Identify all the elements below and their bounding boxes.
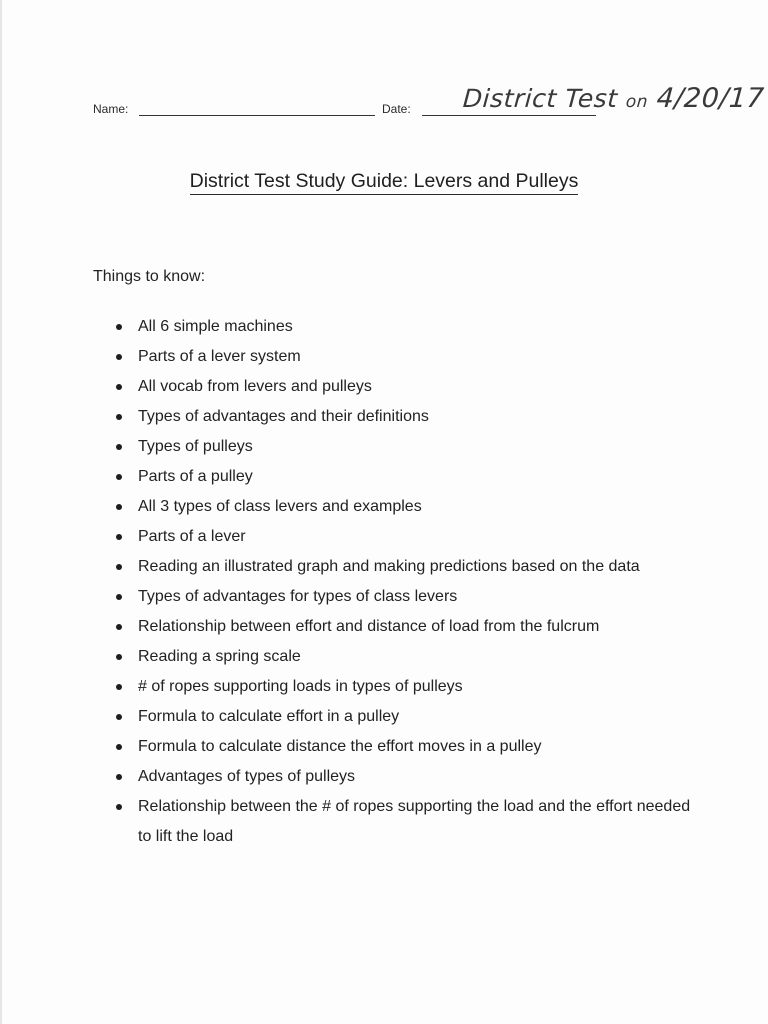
list-item [114, 582, 694, 612]
bullet-icon [116, 774, 122, 780]
handwritten-date-entry [462, 83, 765, 114]
page-title [0, 170, 768, 195]
bullet-icon [116, 414, 122, 420]
list-item-text: Types of pulleys [138, 438, 253, 455]
list-item [114, 702, 694, 732]
intro-heading: Things to know: [93, 268, 206, 285]
list-item-text: Types of advantages and their definitions [138, 408, 429, 425]
page-edge [0, 0, 2, 1024]
bullet-icon [116, 564, 122, 570]
list-item [114, 612, 694, 642]
date-blank-line [422, 115, 596, 116]
name-blank-line [139, 115, 375, 116]
bullet-icon [116, 714, 122, 720]
list-item [114, 672, 694, 702]
list-item [114, 522, 694, 552]
page-title-text: District Test Study Guide: Levers and Pulleys [190, 170, 579, 195]
bullet-icon [116, 444, 122, 450]
bullet-icon [116, 654, 122, 660]
list-item [114, 762, 694, 792]
list-item-text: # of ropes supporting loads in types of pulleys [138, 678, 463, 695]
handwritten-word-test: Test [564, 84, 619, 113]
study-items-list [114, 312, 694, 852]
list-item-text: Parts of a lever system [138, 348, 301, 365]
list-item [114, 402, 694, 432]
handwritten-word-district: District [461, 84, 558, 113]
bullet-icon [116, 744, 122, 750]
list-item [114, 492, 694, 522]
list-item-text: Formula to calculate effort in a pulley [138, 708, 400, 725]
list-item-text: All 6 simple machines [138, 318, 293, 335]
list-item-text: Relationship between effort and distance of load from the fulcrum [138, 618, 600, 635]
list-item [114, 462, 694, 492]
list-item-text: Types of advantages for types of class levers [138, 588, 458, 605]
bullet-icon [116, 624, 122, 630]
list-item [114, 342, 694, 372]
list-item-text: Reading a spring scale [138, 648, 301, 665]
bullet-icon [116, 534, 122, 540]
bullet-icon [116, 594, 122, 600]
bullet-icon [116, 804, 122, 810]
list-item-text: Parts of a lever [138, 528, 246, 545]
bullet-icon [116, 474, 122, 480]
list-item-text: Parts of a pulley [138, 468, 253, 485]
date-label: Date: [382, 102, 411, 116]
bullet-icon [116, 384, 122, 390]
list-item [114, 432, 694, 462]
list-item-text: Relationship between the # of ropes supporting the load and the effort needed to lift the load [138, 798, 691, 845]
bullet-icon [116, 354, 122, 360]
bullet-icon [116, 324, 122, 330]
list-item-text: Reading an illustrated graph and making predictions based on the data [138, 558, 640, 575]
bullet-icon [116, 504, 122, 510]
handwritten-word-on: on [625, 92, 649, 112]
header-fields [93, 83, 766, 126]
list-item [114, 642, 694, 672]
list-item-text: Advantages of types of pulleys [138, 768, 356, 785]
list-item [114, 372, 694, 402]
name-label: Name: [93, 102, 129, 116]
list-item [114, 732, 694, 762]
list-item-text: Formula to calculate distance the effort moves in a pulley [138, 738, 542, 755]
list-item-text: All 3 types of class levers and examples [138, 498, 422, 515]
handwritten-date: 4/20/17 [655, 83, 766, 114]
list-item-text: All vocab from levers and pulleys [138, 378, 372, 395]
list-item [114, 552, 694, 582]
bullet-icon [116, 684, 122, 690]
list-item [114, 792, 694, 852]
list-item [114, 312, 694, 342]
